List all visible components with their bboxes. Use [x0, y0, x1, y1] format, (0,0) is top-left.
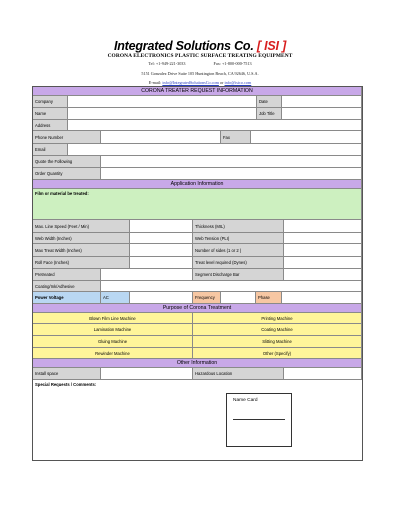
segment-bar-label: Segment Discharge Bar: [193, 269, 284, 281]
roll-face-label: Roll Face (Inches): [33, 257, 130, 269]
job-title-label: Job Title: [257, 108, 282, 120]
section-purpose-header: Purpose of Corona Treatment: [33, 304, 362, 313]
request-form: [32, 86, 363, 461]
email-label-field: Email: [33, 144, 68, 156]
name-input[interactable]: [68, 108, 257, 120]
name-card-label: Name Card: [233, 398, 258, 403]
fax-input[interactable]: [251, 131, 362, 144]
purpose-coating[interactable]: Coating Machine: [193, 324, 362, 336]
job-title-input[interactable]: [282, 108, 362, 120]
purpose-rewinder[interactable]: Rewinder Machine: [33, 348, 193, 359]
address-line: 5151 Gonzalez Drive Suite 105 Huntington Beach, CA 92646, U.S.A.: [141, 71, 259, 76]
purpose-gluing[interactable]: Gluing Machine: [33, 336, 193, 348]
phone-label: Phone Number: [33, 131, 101, 144]
order-qty-input[interactable]: [101, 168, 362, 180]
section-request-header: CORONA TREATER REQUEST INFORMATION: [33, 87, 362, 96]
email-separator: or: [219, 80, 224, 85]
treat-level-label: Treat level required (Dynes): [193, 257, 284, 269]
roll-face-input[interactable]: [130, 257, 193, 269]
special-requests-label: Special Requests / Comments:: [35, 382, 97, 387]
pretreated-label: Pretreated: [33, 269, 101, 281]
company-label: Company: [33, 96, 68, 108]
order-qty-label: Order Quantity: [33, 168, 101, 180]
max-treat-width-label: Max Treat Width (Inches): [33, 244, 130, 257]
purpose-lamination[interactable]: Lamination Machine: [33, 324, 193, 336]
company-title: [0, 39, 400, 53]
purpose-other[interactable]: Other (Specify): [193, 348, 362, 359]
web-tension-label: Web Tension (PLI): [193, 233, 284, 244]
hazardous-label: Hazardous Location: [193, 368, 284, 380]
name-card-box: [226, 393, 292, 447]
max-line-speed-label: Max. Line Speed (Feet / Min): [33, 220, 130, 233]
max-line-speed-input[interactable]: [130, 220, 193, 233]
name-card-line: [233, 419, 285, 420]
email-input[interactable]: [68, 144, 362, 156]
company-name: Integrated Solutions Co.: [113, 39, 254, 53]
name-label: Name: [33, 108, 68, 120]
address-label: Address: [33, 120, 68, 131]
ac-input[interactable]: [130, 292, 193, 304]
contact-phone-line: [0, 61, 400, 66]
special-requests-area[interactable]: [33, 389, 362, 460]
install-space-label: Install space: [33, 368, 101, 380]
company-subtitle: CORONA ELECTRONICS PLASTIC SURFACE TREATING EQUIPMENT: [107, 53, 293, 59]
ac-label: AC: [101, 292, 130, 304]
purpose-slitting[interactable]: Slitting Machine: [193, 336, 362, 348]
email-link-2[interactable]: info@isico.com: [224, 80, 252, 85]
frequency-label: Frequency: [193, 292, 221, 304]
sides-input[interactable]: [284, 244, 362, 257]
email-link-1[interactable]: info@IntegratedSolutionsCo.com: [162, 80, 219, 85]
segment-bar-input[interactable]: [284, 269, 362, 281]
phase-input[interactable]: [282, 292, 362, 304]
company-input[interactable]: [68, 96, 257, 108]
email-label: E-mail:: [148, 80, 162, 85]
phase-label: Phase: [256, 292, 282, 304]
thickness-input[interactable]: [284, 220, 362, 233]
fax-text: Fax: +1-800-000-7513: [213, 61, 252, 66]
film-material-field[interactable]: Film or material be treated:: [33, 189, 362, 220]
address-input[interactable]: [68, 120, 362, 131]
frequency-input[interactable]: [221, 292, 256, 304]
web-tension-input[interactable]: [284, 233, 362, 244]
company-abbr: [ ISI ]: [256, 39, 287, 53]
email-line: [0, 80, 400, 85]
power-voltage-label: Power Voltage: [33, 292, 101, 304]
max-treat-width-input[interactable]: [130, 244, 193, 257]
date-label: Date: [257, 96, 282, 108]
web-width-input[interactable]: [130, 233, 193, 244]
tel-text: Tel: +1-949-221-3033: [148, 61, 186, 66]
phone-input[interactable]: [101, 131, 221, 144]
purpose-blown-film[interactable]: Blown Film Line Machine: [33, 313, 193, 324]
purpose-printing[interactable]: Printing Machine: [193, 313, 362, 324]
coating-label: Coating/Ink/Adhesive: [33, 281, 101, 292]
quote-label: Quote the Following: [33, 156, 101, 168]
pretreated-input[interactable]: [101, 269, 193, 281]
sides-label: Number of sides (1 or 2 ): [193, 244, 284, 257]
web-width-label: Web Width (Inches): [33, 233, 130, 244]
date-input[interactable]: [282, 96, 362, 108]
quote-input[interactable]: [101, 156, 362, 168]
coating-input[interactable]: [101, 281, 362, 292]
hazardous-input[interactable]: [284, 368, 362, 380]
fax-label: Fax: [221, 131, 251, 144]
treat-level-input[interactable]: [284, 257, 362, 269]
section-other-header: Other Information: [33, 359, 362, 368]
install-space-input[interactable]: [101, 368, 193, 380]
section-application-header: Application Information: [33, 180, 362, 189]
thickness-label: Thickness (MIL): [193, 220, 284, 233]
